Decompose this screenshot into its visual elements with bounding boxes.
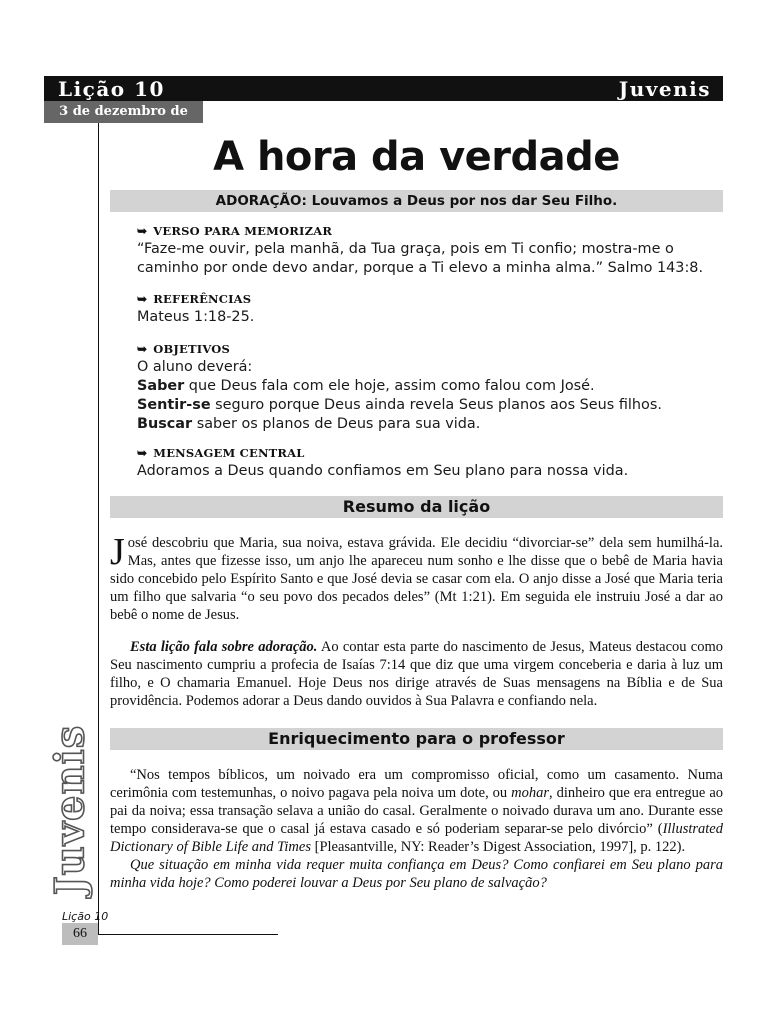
arrow-icon: ➥ (137, 342, 148, 356)
adoracao-label: ADORAÇÃO: (215, 193, 307, 209)
referencias-text: Mateus 1:18-25. (137, 309, 255, 325)
resumo-body (110, 531, 723, 710)
verso-heading: VERSO PARA MEMORIZAR (153, 224, 333, 238)
objetivos-heading: OBJETIVOS (153, 342, 230, 356)
enriquecimento-questions: Que situação em minha vida requer muita confiança em Deus? Como confiarei em Seu plano para minha vida hoje? Como poderei louvar a Deus por Seu plano de salvação? (110, 857, 723, 891)
lesson-date: 3 de dezembro de 2022 (44, 101, 203, 123)
enriquecimento-body (110, 766, 723, 892)
enriquecimento-paragraph-1: “Nos tempos bíblicos, um noivado era um compromisso oficial, como um casamento. Numa cerimônia com testemunhas, o noivo pagava pela noiva um dote, ou mohar, dinheiro que era entregue ao pai da noiva; essa transação selava a união do casal. Geralmente o noivado durava um ano. Durante esse tempo considerava-se que o casal já estava casado e só poderiam separar-se pelo divórcio” (Illustrated Dictionary of Bible Life and Times [Pleasantville, NY: Reader’s Digest Association, 1997], p. 122). (110, 767, 724, 855)
adoracao-text: Louvamos a Deus por nos dar Seu Filho. (311, 193, 618, 209)
section-mensagem (137, 444, 723, 481)
lesson-number: Lição 10 (58, 76, 165, 101)
arrow-icon: ➥ (137, 224, 148, 238)
group-name: Juvenis (618, 76, 711, 101)
enriquecimento-heading: Enriquecimento para o professor (110, 728, 723, 750)
page-title: A hora da verdade (213, 134, 620, 180)
sidebar-lesson-label: Lição 10 (62, 910, 109, 923)
sidebar-vertical-title: Juvenis (46, 724, 94, 896)
verso-text: “Faze-me ouvir, pela manhã, da Tua graça, pois em Ti confio; mostra-me o caminho por onde devo andar, porque a Ti elevo a minha alma.” Salmo 143:8. (137, 241, 704, 276)
resumo-paragraph-2: Esta lição fala sobre adoração. Ao contar esta parte do nascimento de Jesus, Mateus destacou como Seu nascimento cumpriu a profecia de Isaías 7:14 que diz que uma virgem conceberia e daria à luz um filho, e O chamaria Emanuel. Hoje Deus nos dirige através de Suas mensagens na Bíblia e de Sua providência. Podemos adorar a Deus dando ouvidos à Sua Palavra e confiando nela. (110, 639, 723, 709)
lesson-header-bar (44, 76, 723, 101)
mensagem-heading: MENSAGEM CENTRAL (153, 446, 305, 460)
section-objetivos (137, 340, 723, 434)
objetivo-item: Saber que Deus fala com ele hoje, assim como falou com José. (137, 378, 595, 394)
objetivos-intro: O aluno deverá: (137, 359, 253, 375)
adoracao-bar (110, 190, 723, 212)
resumo-paragraph-1: José descobriu que Maria, sua noiva, estava grávida. Ele decidiu “divorciar-se” dela sem humilhá-la. Mas, antes que fizesse isso, um anjo lhe apareceu num sonho e lhe disse que o bebê de Maria havia sido concebido pelo Espírito Santo e que José devia se casar com ela. O anjo disse a José que Maria teria um filho que salvaria “o seu povo dos pecados deles” (Mt 1:21). Em seguida ele instruiu José a dar ao bebê o nome de Jesus. (110, 531, 723, 623)
page-number: 66 (62, 923, 98, 945)
arrow-icon: ➥ (137, 292, 148, 306)
referencias-heading: REFERÊNCIAS (153, 292, 252, 306)
section-verso (137, 222, 723, 278)
mensagem-text: Adoramos a Deus quando confiamos em Seu plano para nossa vida. (137, 463, 629, 479)
footer-rule (98, 934, 278, 935)
arrow-icon: ➥ (137, 446, 148, 460)
drop-cap: J (110, 531, 125, 573)
objetivo-item: Sentir-se seguro porque Deus ainda revela Seus planos aos Seus filhos. (137, 397, 662, 413)
section-referencias (137, 290, 723, 327)
objetivo-item: Buscar saber os planos de Deus para sua vida. (137, 416, 481, 432)
resumo-heading: Resumo da lição (110, 496, 723, 518)
